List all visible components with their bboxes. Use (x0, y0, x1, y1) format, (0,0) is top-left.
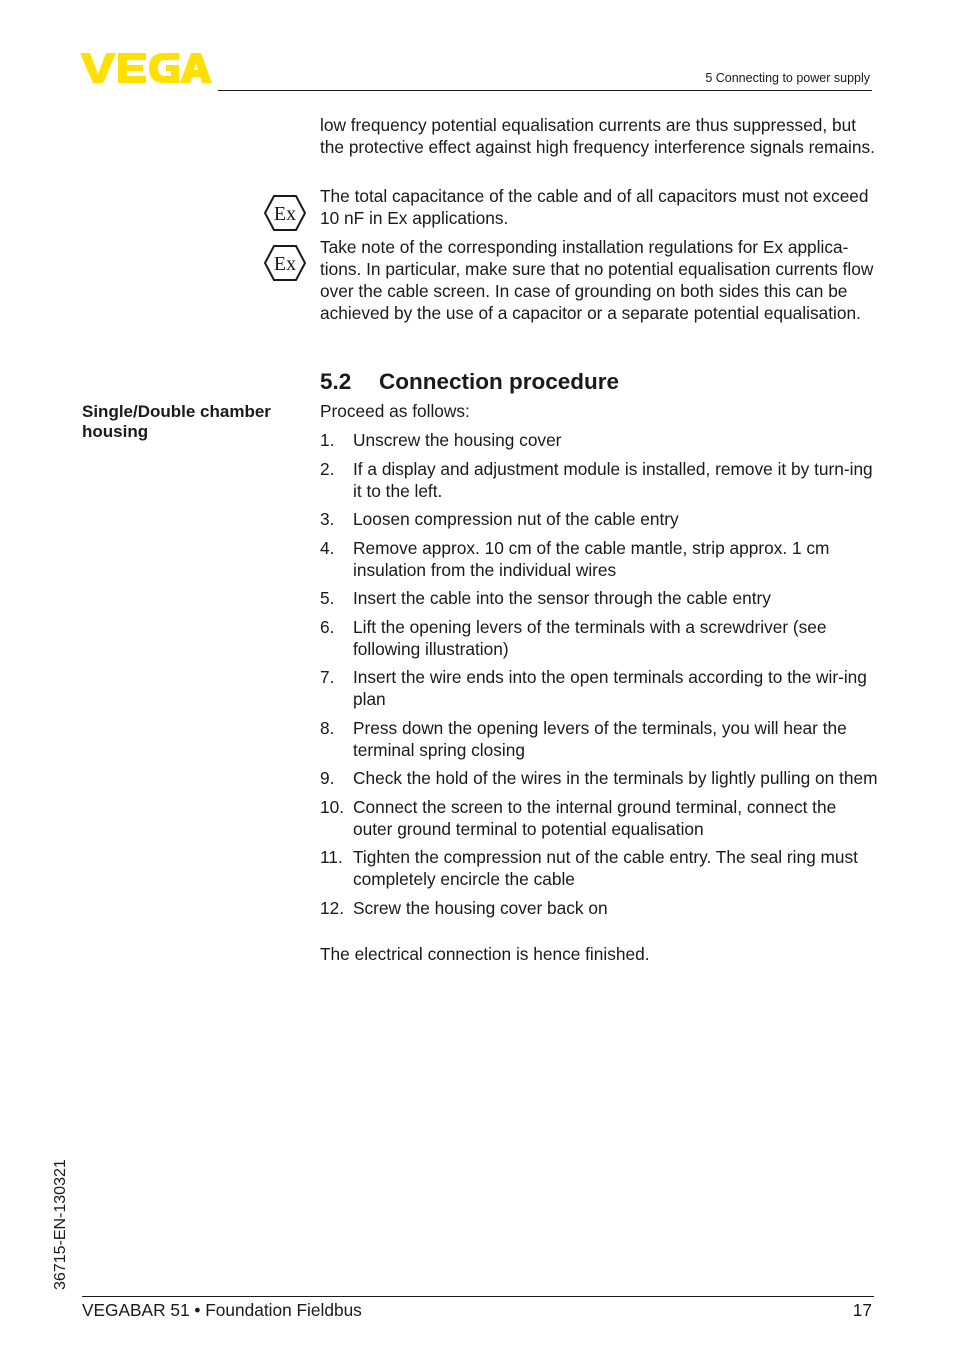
page-number: 17 (852, 1300, 872, 1320)
ex-icon (264, 244, 306, 282)
step-text: Tighten the compression nut of the cable entry. The seal ring must completely encircle the cable (353, 847, 858, 889)
step-text: Insert the cable into the sensor through the cable entry (353, 588, 771, 608)
section-heading (320, 368, 619, 396)
list-item (320, 616, 880, 660)
document-id: 36715-EN-130321 (52, 1159, 69, 1290)
footer-rule (82, 1296, 874, 1297)
vega-logo (80, 50, 212, 84)
side-label: Single/Double chamber housing (82, 402, 271, 441)
paragraph-capacitance-note: The total capacitance of the cable and of all capacitors must not exceed 10 nF in Ex applications. (320, 186, 869, 228)
header-rule (218, 90, 872, 91)
step-number: 9. (320, 768, 335, 788)
footer-title: VEGABAR 51 • Foundation Fieldbus (82, 1300, 362, 1320)
list-item (320, 458, 880, 502)
list-item (320, 717, 880, 761)
step-number: 3. (320, 509, 335, 529)
step-text: Loosen compression nut of the cable entry (353, 509, 679, 529)
section-number: 5.2 (320, 369, 352, 394)
paragraph-ex-regulations: Take note of the corresponding installation regulations for Ex applica-tions. In particular, make sure that no potential equalisation currents flow over the cable screen. In case of grounding on both sides this can be achieved by the use of a capacitor or a separate potential equalisation. (320, 237, 874, 323)
list-item (320, 666, 880, 710)
outro-text: The electrical connection is hence finished. (320, 944, 650, 964)
svg-text:Ex: Ex (273, 253, 297, 275)
step-text: Check the hold of the wires in the terminals by lightly pulling on them (353, 768, 878, 788)
step-number: 2. (320, 458, 335, 479)
ex-icon (264, 194, 306, 232)
step-number: 5. (320, 588, 335, 608)
step-text: Remove approx. 10 cm of the cable mantle, strip approx. 1 cm insulation from the individual wires (353, 537, 830, 580)
step-number: 12. (320, 897, 345, 918)
list-item (320, 537, 880, 581)
step-number: 1. (320, 430, 335, 450)
list-item (320, 897, 880, 919)
step-text: Lift the opening levers of the terminals with a screwdriver (see following illustration) (353, 616, 827, 659)
step-text: Press down the opening levers of the terminals, you will hear the terminal spring closing (353, 717, 847, 760)
list-item (320, 846, 880, 890)
list-item (320, 587, 880, 609)
step-number: 10. (320, 796, 345, 817)
svg-text:Ex: Ex (273, 203, 297, 225)
intro-text: Proceed as follows: (320, 401, 470, 421)
paragraph-potential-equalisation: low frequency potential equalisation currents are thus suppressed, but the protective effect against high frequency interference signals remains. (320, 115, 875, 157)
section-title: Connection procedure (379, 369, 620, 394)
step-number: 11. (320, 847, 343, 867)
step-number: 6. (320, 616, 335, 637)
step-text: Unscrew the housing cover (353, 430, 562, 450)
step-text: If a display and adjustment module is installed, remove it by turn-ing it to the left. (353, 458, 873, 501)
step-text: Connect the screen to the internal ground terminal, connect the outer ground terminal to potential equalisation (353, 796, 837, 839)
step-number: 8. (320, 717, 335, 738)
step-text: Insert the wire ends into the open terminals according to the wir-ing plan (353, 667, 867, 709)
list-item (320, 508, 880, 530)
step-number: 4. (320, 537, 335, 558)
list-item (320, 796, 880, 840)
list-item (320, 767, 880, 789)
list-item (320, 429, 880, 451)
running-header: 5 Connecting to power supply (705, 71, 870, 85)
procedure-steps (320, 429, 880, 925)
step-text: Screw the housing cover back on (353, 897, 608, 918)
step-number: 7. (320, 667, 335, 687)
